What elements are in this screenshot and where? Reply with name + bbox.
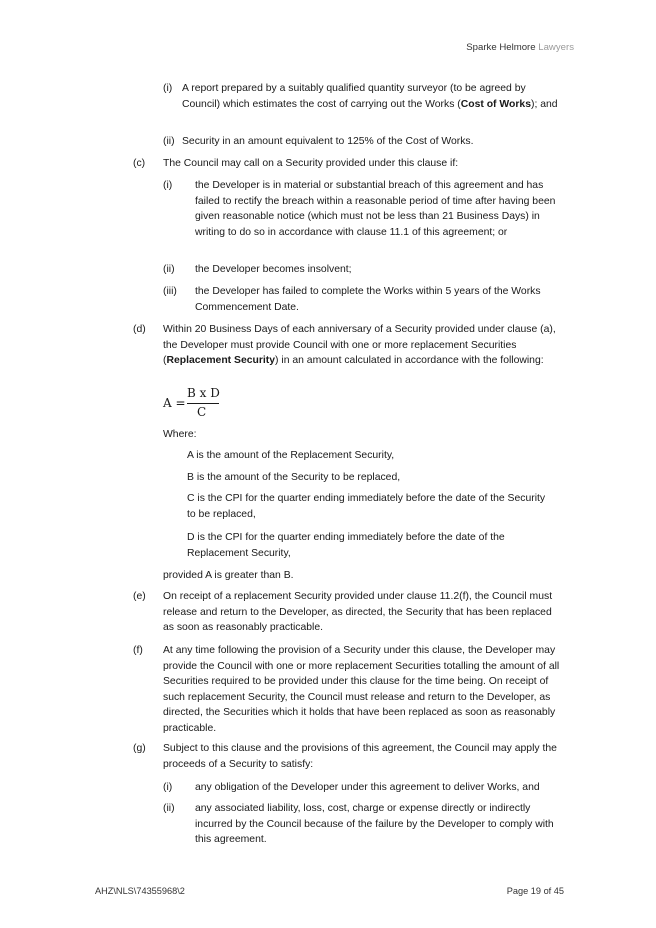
definition-b: B is the amount of the Security to be replaced, (187, 472, 401, 483)
firm-name: Sparke Helmore (466, 42, 536, 53)
item-g-i-label: (i) (163, 782, 173, 793)
definition-a: A is the amount of the Replacement Security, (187, 450, 395, 461)
page-number: Page 19 of 45 (506, 886, 564, 896)
item-c-i-label: (i) (163, 180, 173, 191)
item-b-i-label: (i) (163, 83, 173, 94)
clause-d-label: (d) (133, 324, 146, 335)
item-c-i-text: the Developer is in material or substantial breach of this agreement and has failed to rectify the breach within a reasonable period of time after having been given reasonable notice (which must not be less than 21 Business Days) in writing to do so in accordance with clause 11.1 of this agreement; or (195, 180, 556, 238)
definition-d: D is the CPI for the quarter ending immediately before the date of the Replacement Security, (187, 532, 505, 559)
formula-lhs: A = (163, 396, 186, 410)
item-c-iii-text: the Developer has failed to complete the Works within 5 years of the Works Commencement Date. (195, 286, 541, 313)
clause-f-text: At any time following the provision of a Security under this clause, the Developer may provide the Council with one or more replacement Securities totalling the amount of all Securities required to be provided under this clause for the time being. On receipt of such replacement Security, the Council must release and return to the Developer, as directed, the Securities which it holds that have been replaced as soon as reasonably practicable. (163, 645, 560, 734)
item-b-ii-text: Security in an amount equivalent to 125% of the Cost of Works. (182, 136, 474, 147)
formula-denominator: C (197, 405, 207, 419)
clause-e-label: (e) (133, 591, 146, 602)
clause-f-label: (f) (133, 645, 143, 656)
item-g-i-text: any obligation of the Developer under this agreement to deliver Works, and (195, 782, 540, 793)
item-g-ii-text: any associated liability, loss, cost, charge or expense directly or indirectly incurred by the Council because of the failure by the Developer to comply with this agreement. (195, 803, 554, 846)
provided-text: provided A is greater than B. (163, 570, 294, 581)
clause-e-text: On receipt of a replacement Security provided under clause 11.2(f), the Council must release and return to the Developer, as directed, the Security that has been replaced as soon as reasonably practicable. (163, 591, 553, 634)
item-c-ii-text: the Developer becomes insolvent; (195, 264, 352, 275)
document-reference: AHZ\NLS\74355968\2 (95, 886, 185, 896)
defined-term: Cost of Works (460, 98, 531, 110)
clause-g-text: Subject to this clause and the provisions of this agreement, the Council may apply the proceeds of a Security to satisfy: (163, 743, 557, 770)
item-g-ii-label: (ii) (163, 803, 175, 814)
fraction-bar (187, 403, 219, 404)
formula-numerator: B x D (187, 386, 220, 400)
definition-c: C is the CPI for the quarter ending immediately before the date of the Security to be replaced, (187, 493, 546, 520)
clause-c-text: The Council may call on a Security provided under this clause if: (163, 158, 459, 169)
item-b-ii-label: (ii) (163, 136, 175, 147)
clause-g-label: (g) (133, 743, 146, 754)
firm-suffix: Lawyers (538, 42, 574, 53)
defined-term: Replacement Security (166, 355, 276, 367)
item-c-iii-label: (iii) (163, 286, 177, 297)
item-c-ii-label: (ii) (163, 264, 175, 275)
clause-d-text: Within 20 Business Days of each anniversary of a Security provided under clause (a), the Developer must provide Council with one or more replacement Securities (Replacement Security) in an amount calculated in accordance with the following: (163, 324, 556, 367)
where-label: Where: (163, 429, 197, 440)
clause-c-label: (c) (133, 158, 146, 169)
item-b-i-text: A report prepared by a suitably qualified quantity surveyor (to be agreed by Council) which estimates the cost of carrying out the Works (Cost of Works); and (182, 83, 558, 110)
page-header (466, 42, 574, 53)
